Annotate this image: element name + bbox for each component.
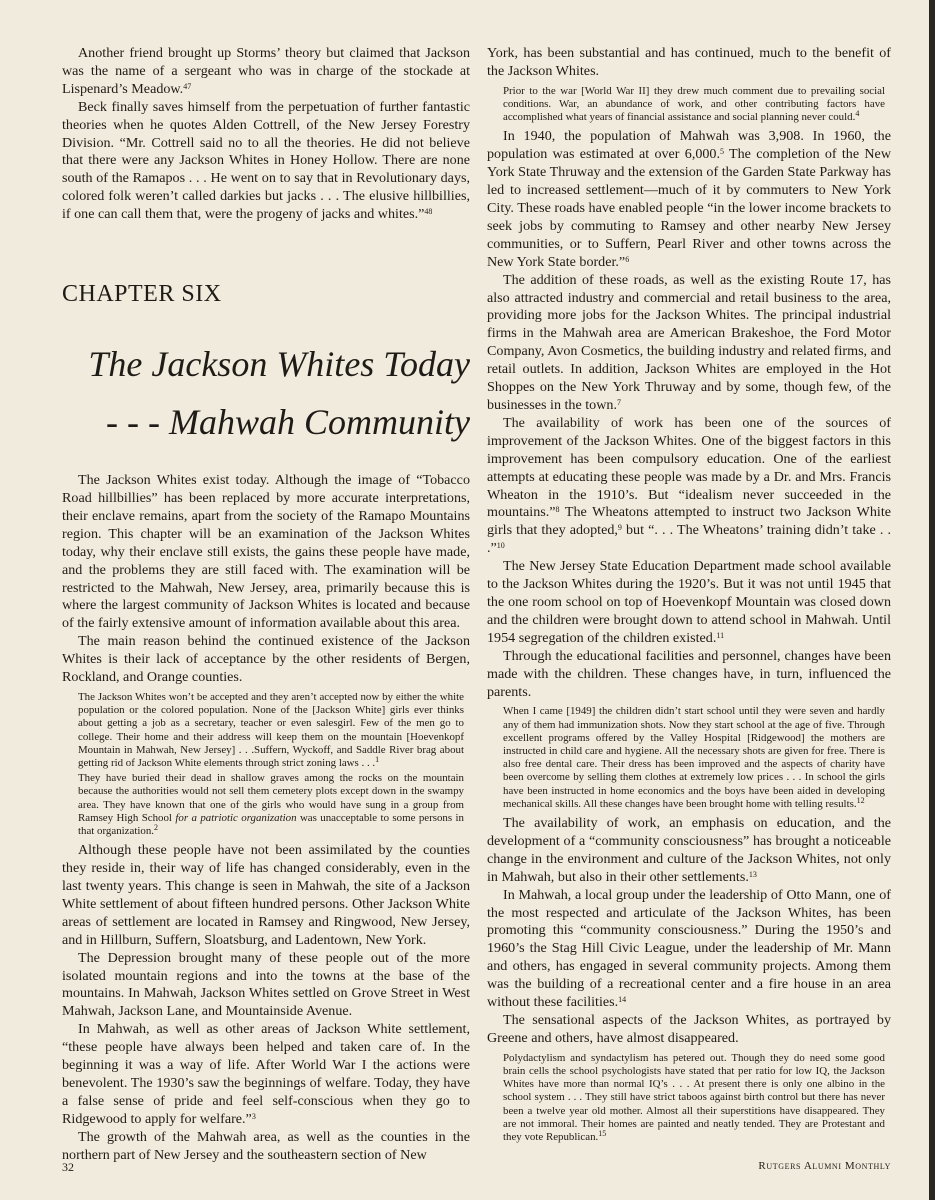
footnote-ref: 15 [598, 1129, 607, 1139]
footnote-ref: 9 [617, 523, 622, 533]
chapter-heading: CHAPTER SIX [62, 281, 222, 308]
page-number: 32 [62, 1160, 74, 1174]
footnote-ref: 5 [720, 147, 725, 157]
chapter-title-line-2: - - - Mahwah Community [106, 402, 470, 443]
paragraph: Another friend brought up Storms’ theory but claimed that Jackson was the name of a sergeant who was in charge of the stockade at Lispenard’s Meadow.$^{47}$ [62, 45, 470, 97]
paragraph: Through the educational facilities and personnel, changes have been made with the children. These changes have, in turn, influenced the parents. [487, 647, 891, 700]
footnote-ref: 1 [375, 754, 380, 764]
block-quote: When I came [1949] the children didn’t start school until they were seven and hardly any of them had immunization shots. Now they start school at the age of five. Through excellent programs offered by the Valley Hospital [Ridgewood] the mothers are instructed in child care and hygiene. All the necessary shots are given for free. There is also free dental care. Their dress has been improved and the aspects of charity have been overcome by selling them clothes at extremely low prices . . . In school the girls have been instructed in home economics and the boys have been aided in developing mechanical skills. All these changes have been brought home with telling results.$^{12}$ [503, 705, 885, 810]
chapter-title-line-1: The Jackson Whites Today [88, 344, 470, 385]
paragraph: The Depression brought many of these people out of the more isolated mountain regions and into the towns at the base of the mountains. In Mahwah, Jackson Whites settled on Grove Street in West Mahwah, Jackson Lane, and Mountainside Avenue. [62, 949, 470, 1020]
footnote-ref: 11 [716, 630, 725, 640]
footnote-ref: 2 [154, 822, 159, 832]
paragraph: The sensational aspects of the Jackson Whites, as portrayed by Greene and others, have almost disappeared. [487, 1012, 891, 1046]
paragraph: The availability of work has been one of the sources of improvement of the Jackson Whites. One of the biggest factors in this improvement has been compulsory education. One of the earliest attempts at educating these people was made by a Dr. and Mrs. Francis Wheaton in the 1910’s. But “idealism never succeeded in the mountains.”$^8$ The Wheatons attempted to instruct two Jackson White girls that they adopted,$^9$ but “. . . The Wheatons’ training didn’t take . . .”$^{10}$ [487, 414, 891, 557]
footnote-ref: 6 [625, 254, 630, 264]
paragraph: Although these people have not been assimilated by the counties they reside in, their way of life has changed considerably, even in the last twenty years. This change is seen in Mahwah, the site of a Jackson White settlement of about fifteen hundred persons. Other Jackson White areas of settlement are located in Ramsey and Ringwood, New Jersey, and in Hillburn, Suffern, Sloatsburg, and Ladentown, New York. [62, 842, 470, 948]
footnote-ref: 3 [251, 1111, 256, 1121]
footnote-ref: 12 [856, 795, 865, 805]
right-column [487, 45, 891, 1148]
footnote-ref: 47 [183, 81, 192, 91]
footnote-ref: 8 [555, 505, 560, 515]
block-quote: The Jackson Whites won’t be accepted and they aren’t accepted now by either the white population or the colored population. None of the [Jackson White] girls ever thinks about getting a job as a secretary, teacher or even salesgirl. Few of the men go to college. Their home and their address will keep them on the mountain [Hoevenkopf Mountain in Mahwah, New Jersey] . . .Suffern, Wyckoff, and Saddle River brag about getting rid of Jackson White elements through strict zoning laws . . .$^1$ They have buried their dead in shallow graves among the rocks on the mountain because the authorities would not sell them cemetery plots except down in the swampy area. They have known that one of the girls who would have sung in a group from Ramsey High School for a patriotic organization was unacceptable to some persons in that organization.$^2$ [78, 690, 464, 837]
block-quote: Prior to the war [World War II] they drew much comment due to prevailing social conditions. War, an abundance of work, and other contributing factors have accomplished what years of financial assistance and social planning never could.$^4$ [503, 84, 885, 124]
paragraph: In Mahwah, a local group under the leadership of Otto Mann, one of the most respected and articulate of the Jackson Whites, has been promoting this “community consciousness.” During the 1950’s and 1960’s the Stag Hill Civic League, under the leadership of Mr. Mann and others, has engaged in several community projects. Among them was the building of a recreational center and a fire house in an area without these facilities.$^{14}$ [487, 886, 891, 1011]
paragraph: The New Jersey State Education Department made school available to the Jackson Whites during the 1920’s. But it was not until 1945 that the one room school on top of Hoevenkopf Mountain was closed down and the children were brought down to attend school in Mahwah. Until 1954 segregation of the children existed.$^{11}$ [487, 558, 891, 646]
footnote-ref: 14 [618, 995, 627, 1005]
footnote-ref: 13 [748, 869, 757, 879]
footnote-ref: 4 [855, 109, 860, 119]
block-quote: Polydactylism and syndactylism has petered out. Though they do need some good brain cells the school psychologists have stated that per ratio for low IQ, the Jackson Whites have more than normal IQ’s . . . At present there is only one albino in the school system . . . They still have strict taboos against birth control but there has never been a twelve year old mother. Almost all their superstitions have disappeared. They are not immoral. Their homes are painted and neatly tended. They are Protestant and they vote Republican.$^{15}$ [503, 1051, 885, 1144]
paragraph: The availability of work, an emphasis on education, and the development of a “community consciousness” has brought a noticeable change in the environment and culture of the Jackson Whites, not only in Mahwah, but also in their other settlements.$^{13}$ [487, 815, 891, 885]
footnote-ref: 48 [424, 207, 433, 217]
left-column [62, 45, 470, 1164]
paragraph: Beck finally saves himself from the perpetuation of further fantastic theories when he quotes Alden Cottrell, of the New Jersey Forestry Division. “Mr. Cottrell said no to all the theories. He did not believe that there were any Jackson Whites in Honey Hollow. There are none south of the Ramapos . . . He went on to say that in Revolutionary days, colored folk weren’t called darkies but jacks . . . The elusive hillbillies, if one can call them that, were the progeny of jacks and whites.”$^{48}$ [62, 98, 470, 223]
footnote-ref: 10 [496, 541, 505, 551]
page-edge-shadow [929, 0, 935, 1200]
paragraph: In Mahwah, as well as other areas of Jackson White settlement, “these people have always been helped and taken care of. In the beginning it was a way of life. After World War I the actions were benevolent. The 1930’s saw the beginnings of welfare. Today, they have a false sense of pride and feel self-conscious when they go to Ridgewood to apply for welfare.”$^3$ [62, 1021, 470, 1127]
paragraph: In 1940, the population of Mahwah was 3,908. In 1960, the population was estimated at over 6,000.$^5$ The completion of the New York State Thruway and the extension of the Garden State Parkway has led to increased settlement—much of it by commuters to New York City. These roads have enabled people “in the lower income brackets to seek jobs by commuting to Ramsey and other nearby New Jersey communities, or to Suffern, Pearl River and other towns across the New York State border.”$^6$ [487, 128, 891, 270]
publication-name: Rutgers Alumni Monthly [758, 1160, 891, 1172]
paragraph: The main reason behind the continued existence of the Jackson Whites is their lack of acceptance by the other residents of Bergen, Rockland, and Orange counties. [62, 633, 470, 686]
paragraph: The addition of these roads, as well as the existing Route 17, has also attracted industry and commercial and retail business to the area, providing more jobs for the Jackson Whites. The principal industrial firms in the Mahwah area are American Brakeshoe, the Ford Motor Company, Avon Cosmetics, the building industry and related firms, and retail outlets. In addition, Jackson Whites are employed in the Hot Shoppes on the New York Thruway and by some, though few, of the businesses in the town.$^7$ [487, 271, 891, 414]
footnote-ref: 7 [616, 398, 621, 408]
paragraph: The growth of the Mahwah area, as well as the counties in the northern part of New Jersey and the southeastern section of New [62, 1128, 470, 1163]
paragraph: The Jackson Whites exist today. Although the image of “Tobacco Road hillbillies” has been replaced by more accurate interpretations, their enclave remains, apart from the society of the Ramapo Mountains region. This chapter will be an examination of the Jackson Whites today, why their enclave still exists, the gains these people have made, and the problems they are still faced with. The examination will be restricted to the Mahwah, New Jersey, area, primarily because this is where the largest community of Jackson Whites is located and because of the fairly extensive amount of information available about this area. [62, 472, 470, 632]
paragraph: York, has been substantial and has continued, much to the benefit of the Jackson Whites. [487, 45, 891, 79]
